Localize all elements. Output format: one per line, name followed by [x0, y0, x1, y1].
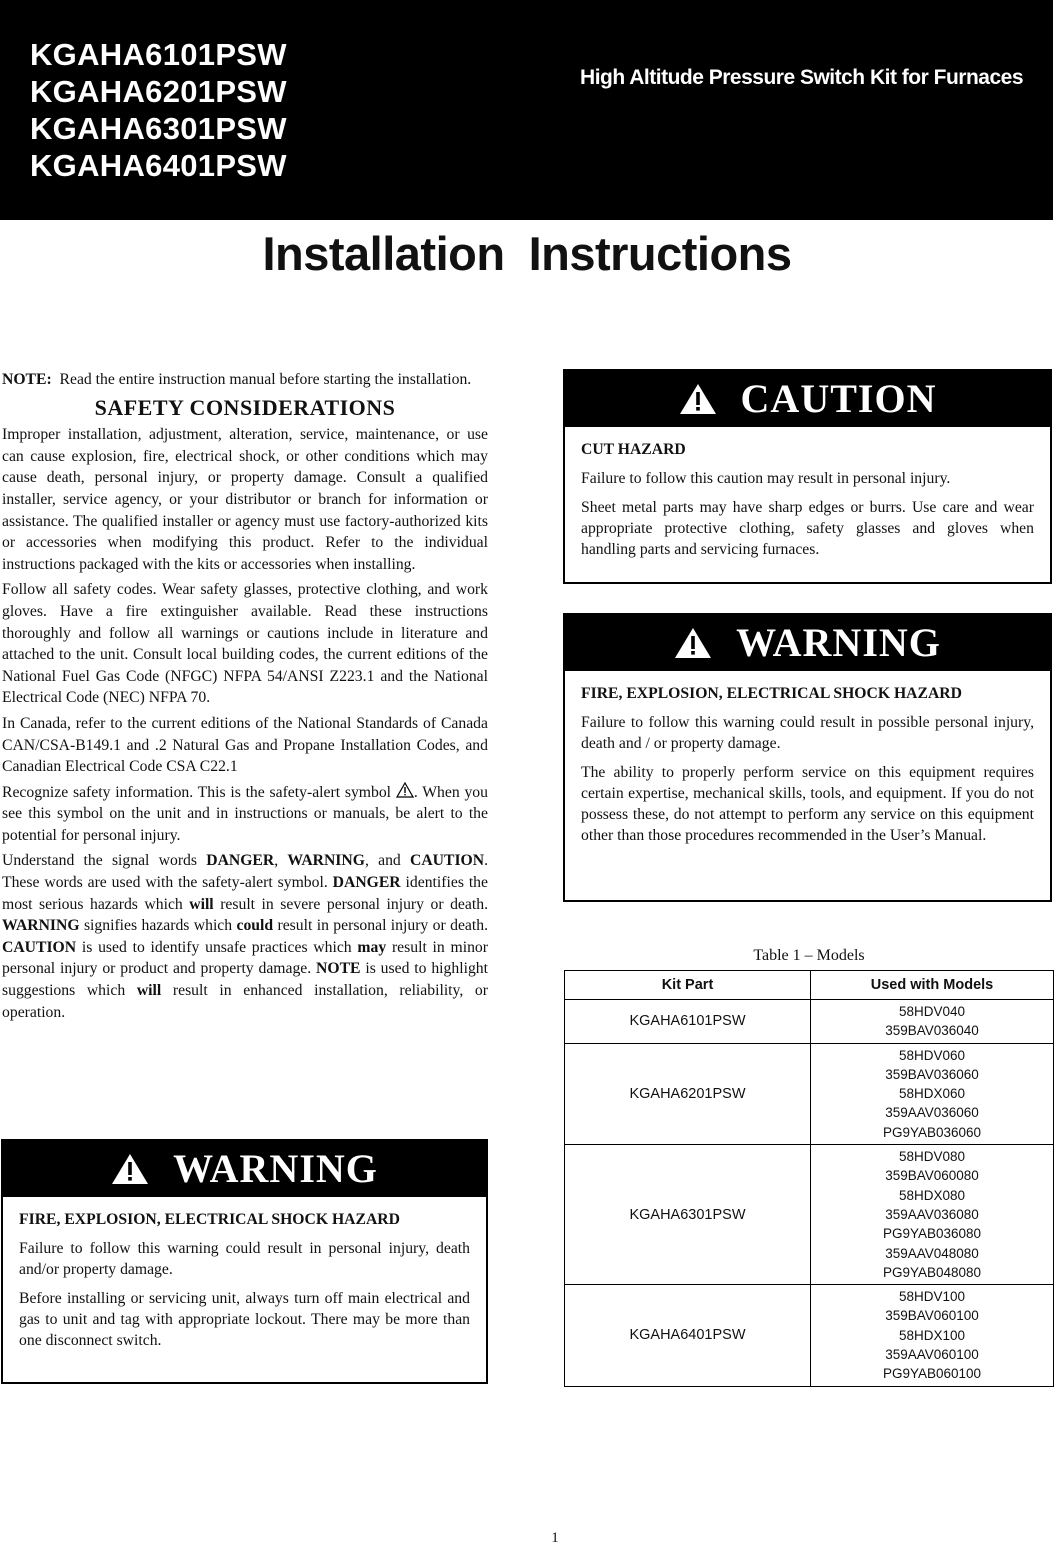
signal-word: could [236, 917, 274, 935]
warning-triangle-icon [679, 383, 717, 415]
caution-text: Failure to follow this caution may result in personal injury. [581, 470, 951, 487]
kit-part-cell: KGAHA6401PSW [565, 1285, 811, 1386]
title-word: Installation [262, 227, 505, 280]
safety-alert-icon [396, 782, 414, 798]
text-span: result in personal injury or death. [273, 917, 488, 935]
column-header: Used with Models [811, 971, 1054, 1000]
model-entry: 58HDV080 [898, 1149, 966, 1165]
warning-text: The ability to properly perform service on this equipment requires certain expertise, mechanical skills, tools, and equipment. If you do not possess these, do not attempt to perform any service on this equipment other than those procedures recommended in the User’s Manual. [581, 764, 1034, 844]
kit-part-cell: KGAHA6201PSW [565, 1043, 811, 1144]
left-column [2, 369, 488, 1027]
model-entry: PG9YAB036080 [882, 1226, 982, 1242]
table-header-row [565, 971, 1054, 1000]
signal-word: NOTE [316, 960, 361, 978]
text-span: , and [364, 852, 410, 870]
signal-word: DANGER [332, 874, 401, 892]
safety-paragraph: Improper installation, adjustment, alteration, service, maintenance, or use can cause explosion, fire, electrical shock, or other conditions which may cause death, personal injury, or property damage. Consult a qualified installer, service agency, or your distributor or branch for information or assistance. The qualified installer or agency must use factory-authorized kits or accessories when modifying this product. Refer to the individual instructions packaged with the kits or accessories when installing. [2, 426, 488, 573]
warning-body [3, 1197, 486, 1369]
model-number: KGAHA6101PSW [30, 37, 287, 72]
model-entry: 58HDV040 [898, 1004, 966, 1019]
hazard-title: CUT HAZARD [581, 441, 686, 458]
model-entry: 58HDV060 [898, 1047, 966, 1063]
table-row [565, 1000, 1054, 1044]
text-span: signifies hazards which [79, 917, 237, 935]
model-entry: 359AAV060100 [885, 1347, 979, 1363]
page-number: 1 [551, 1530, 559, 1546]
models-table [564, 970, 1054, 1387]
used-with-models-cell [811, 1285, 1054, 1386]
safety-heading: SAFETY CONSIDERATIONS [94, 394, 396, 420]
title-word: Instructions [528, 227, 792, 280]
kit-part-cell: KGAHA6101PSW [565, 1000, 811, 1044]
signal-words-paragraph [2, 850, 488, 1023]
warning-title: WARNING [736, 620, 941, 665]
kit-part-cell: KGAHA6301PSW [565, 1145, 811, 1285]
safety-paragraph: In Canada, refer to the current editions of the National Standards of Canada CAN/CSA-B149.1 and .2 Natural Gas and Propane Installation Codes, and Canadian Electrical Code CSA C22.1 [2, 714, 488, 776]
text-span: result in enhanced installation, reliability, or operation. [2, 982, 488, 1021]
header-band [0, 0, 1053, 220]
hazard-title: FIRE, EXPLOSION, ELECTRICAL SHOCK HAZARD [581, 685, 962, 702]
table-row [565, 1043, 1054, 1144]
note-label: NOTE: [2, 371, 52, 388]
signal-word: WARNING [287, 852, 365, 870]
model-entry: PG9YAB036060 [882, 1124, 982, 1140]
model-list [30, 36, 287, 184]
column-header: Kit Part [565, 971, 811, 1000]
signal-word: CAUTION [410, 852, 485, 870]
text-span: is used to highlight suggestions which [2, 960, 488, 1000]
used-with-models-cell [811, 1043, 1054, 1144]
note-text: Read the entire instruction manual before starting the installation. [59, 371, 472, 388]
page-title [0, 226, 1054, 281]
model-number: KGAHA6201PSW [30, 74, 287, 109]
signal-word: DANGER [206, 852, 275, 870]
signal-word: WARNING [2, 917, 80, 935]
model-number: KGAHA6401PSW [30, 148, 287, 183]
hazard-title: FIRE, EXPLOSION, ELECTRICAL SHOCK HAZARD [19, 1211, 400, 1228]
signal-word: will [136, 982, 162, 1000]
warning-header [565, 615, 1050, 671]
text-span: result in severe personal injury or death. [213, 895, 488, 913]
signal-word: CAUTION [2, 938, 77, 956]
model-entry: 359AAV048080 [885, 1245, 979, 1261]
table-caption: Table 1 – Models [753, 947, 865, 964]
model-entry: 359BAV036060 [885, 1066, 979, 1082]
text-span: is used to identify unsafe practices which [76, 938, 358, 956]
text-span: Understand the signal words [2, 852, 207, 870]
model-entry: 359BAV060080 [885, 1168, 979, 1184]
used-with-models-cell [811, 1145, 1054, 1285]
used-with-models-cell [811, 1000, 1054, 1044]
warning-triangle-icon [674, 627, 712, 659]
document-subtitle: High Altitude Pressure Switch Kit for Furnaces [580, 66, 1023, 89]
safety-text: . When you see this symbol on the unit and in instructions or manuals, be alert to the potential for personal injury. [2, 783, 488, 844]
signal-word: will [189, 895, 214, 913]
model-number: KGAHA6301PSW [30, 111, 287, 146]
table-row [565, 1285, 1054, 1386]
warning-header [3, 1141, 486, 1197]
warning-box-right [563, 613, 1052, 902]
caution-header [565, 371, 1050, 427]
model-entry: 58HDX080 [898, 1187, 966, 1203]
caution-box [563, 369, 1052, 584]
warning-text: Failure to follow this warning could result in personal injury, death and/or property damage. [19, 1240, 470, 1278]
signal-word: may [357, 938, 387, 956]
model-entry: 359BAV060100 [885, 1308, 979, 1324]
caution-text: Sheet metal parts may have sharp edges or burrs. Use care and wear appropriate protective clothing, safety glasses and gloves when handling parts and servicing furnaces. [581, 499, 1034, 558]
model-entry: 58HDV100 [898, 1289, 966, 1305]
text-span: identifies the most serious hazards which [2, 874, 488, 913]
model-entry: 58HDX100 [898, 1327, 966, 1343]
safety-paragraph [2, 782, 488, 847]
caution-title: CAUTION [740, 376, 937, 421]
text-span: result in minor personal injury or product and property damage. [2, 938, 488, 978]
text-span: , [274, 852, 288, 870]
table-row [565, 1145, 1054, 1285]
warning-box-left [1, 1139, 488, 1384]
warning-body [565, 671, 1050, 864]
warning-triangle-icon [111, 1153, 149, 1185]
text-span: . These words are used with the safety-alert symbol. [2, 852, 489, 892]
warning-text: Before installing or servicing unit, always turn off main electrical and gas to unit and tag with appropriate lockout. There may be more than one disconnect switch. [19, 1290, 470, 1349]
safety-paragraph: Follow all safety codes. Wear safety glasses, protective clothing, and work gloves. Have a fire extinguisher available. Read these instructions thoroughly and follow all warnings or cautions include in literature and attached to the unit. Consult local building codes, the current editions of the National Fuel Gas Code (NFGC) NFPA 54/ANSI Z223.1 and the National Electrical Code (NEC) NFPA 70. [2, 581, 488, 707]
warning-text: Failure to follow this warning could result in possible personal injury, death and / or property damage. [581, 714, 1034, 752]
warning-title: WARNING [173, 1146, 378, 1191]
model-entry: 359AAV036080 [885, 1206, 979, 1222]
safety-text: Recognize safety information. This is the safety-alert symbol [2, 783, 392, 801]
model-entry: PG9YAB060100 [882, 1366, 982, 1382]
caution-body [565, 427, 1050, 578]
model-entry: 359AAV036060 [885, 1105, 979, 1121]
model-entry: 58HDX060 [898, 1086, 966, 1102]
model-entry: 359BAV036040 [885, 1023, 979, 1039]
note-paragraph [2, 369, 488, 391]
model-entry: PG9YAB048080 [882, 1264, 982, 1280]
